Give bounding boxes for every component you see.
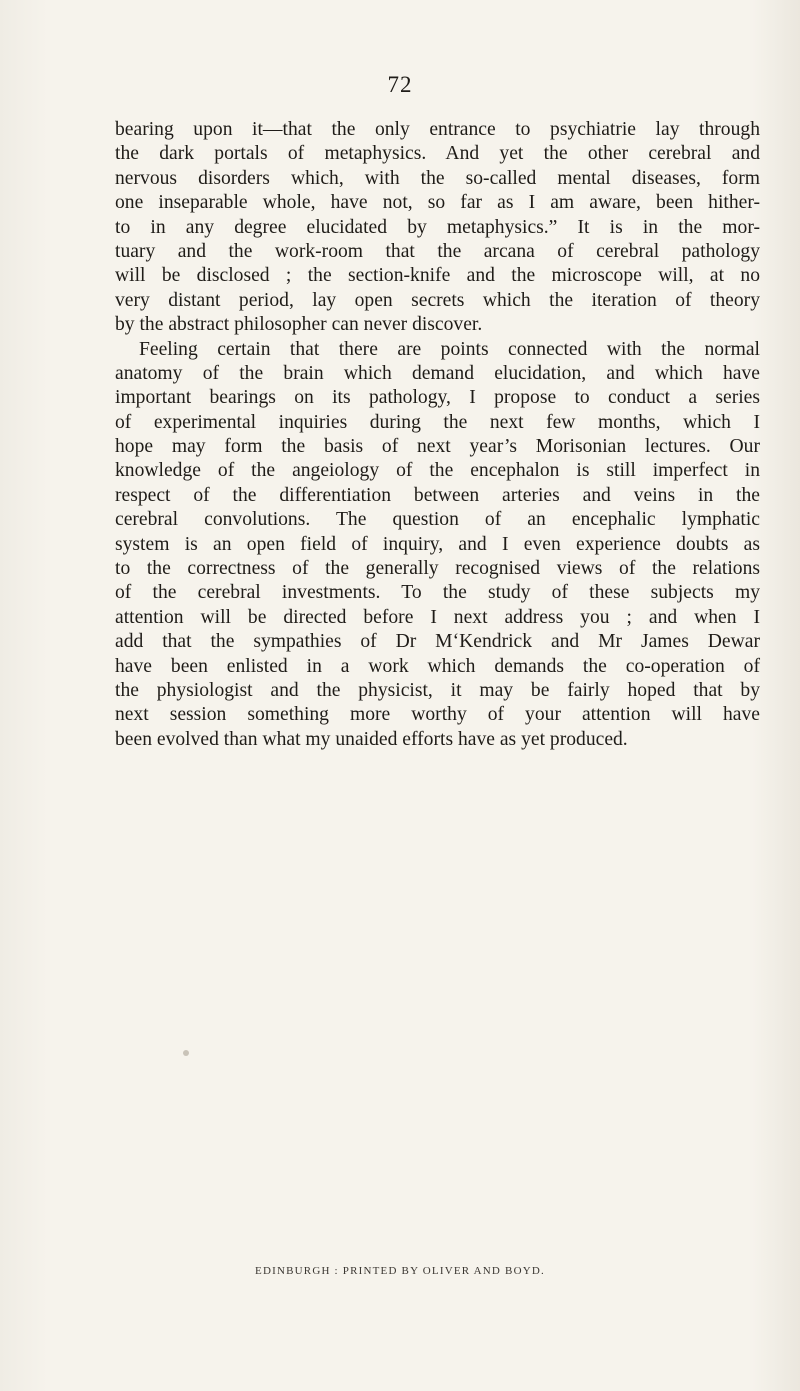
text-line: have been enlisted in a work which demands the co-operation of [115, 655, 760, 677]
paper-speck [183, 1050, 189, 1056]
text-line: bearing upon it—that the only entrance to psychiatrie lay through [115, 119, 760, 140]
body-text [115, 118, 760, 752]
text-line: hope may form the basis of next year’s Morisonian lectures. Our [115, 436, 760, 458]
text-line: next session something more worthy of your attention will have [115, 704, 760, 726]
text-line: one inseparable whole, have not, so far as I am aware, been hither- [115, 192, 760, 214]
text-line: system is an open field of inquiry, and I even experience doubts as [115, 533, 760, 555]
text-line: of the cerebral investments. To the study of these subjects my [115, 582, 760, 604]
text-line: Feeling certain that there are points connected with the normal [139, 338, 760, 360]
text-line: to the correctness of the generally recognised views of the relations [115, 558, 760, 580]
page-number: 72 [387, 72, 413, 97]
text-line: been evolved than what my unaided efforts have as yet produced. [115, 728, 628, 750]
text-line: add that the sympathies of Dr M‘Kendrick and Mr James Dewar [115, 631, 760, 653]
text-line: respect of the differentiation between arteries and veins in the [115, 484, 760, 506]
text-line: the physiologist and the physicist, it may be fairly hoped that by [115, 679, 760, 701]
text-line: knowledge of the angeiology of the encephalon is still imperfect in [115, 460, 760, 482]
text-line: the dark portals of metaphysics. And yet the other cerebral and [115, 143, 760, 165]
printer-imprint: EDINBURGH : PRINTED BY OLIVER AND BOYD. [255, 1265, 545, 1277]
text-line: tuary and the work-room that the arcana of cerebral pathology [115, 240, 760, 262]
text-line: important bearings on its pathology, I propose to conduct a series [115, 387, 760, 409]
text-line: to in any degree elucidated by metaphysics.” It is in the mor- [115, 216, 760, 238]
text-line: cerebral convolutions. The question of an encephalic lymphatic [115, 509, 760, 531]
text-line: anatomy of the brain which demand elucidation, and which have [115, 362, 760, 384]
text-line: will be disclosed ; the section-knife and the microscope will, at no [115, 265, 760, 287]
text-line: by the abstract philosopher can never discover. [115, 314, 483, 336]
text-line: of experimental inquiries during the next few months, which I [115, 411, 760, 433]
text-line: very distant period, lay open secrets which the iteration of theory [115, 289, 760, 311]
text-line: attention will be directed before I next address you ; and when I [115, 606, 760, 628]
text-line: nervous disorders which, with the so-called mental diseases, form [115, 167, 760, 189]
